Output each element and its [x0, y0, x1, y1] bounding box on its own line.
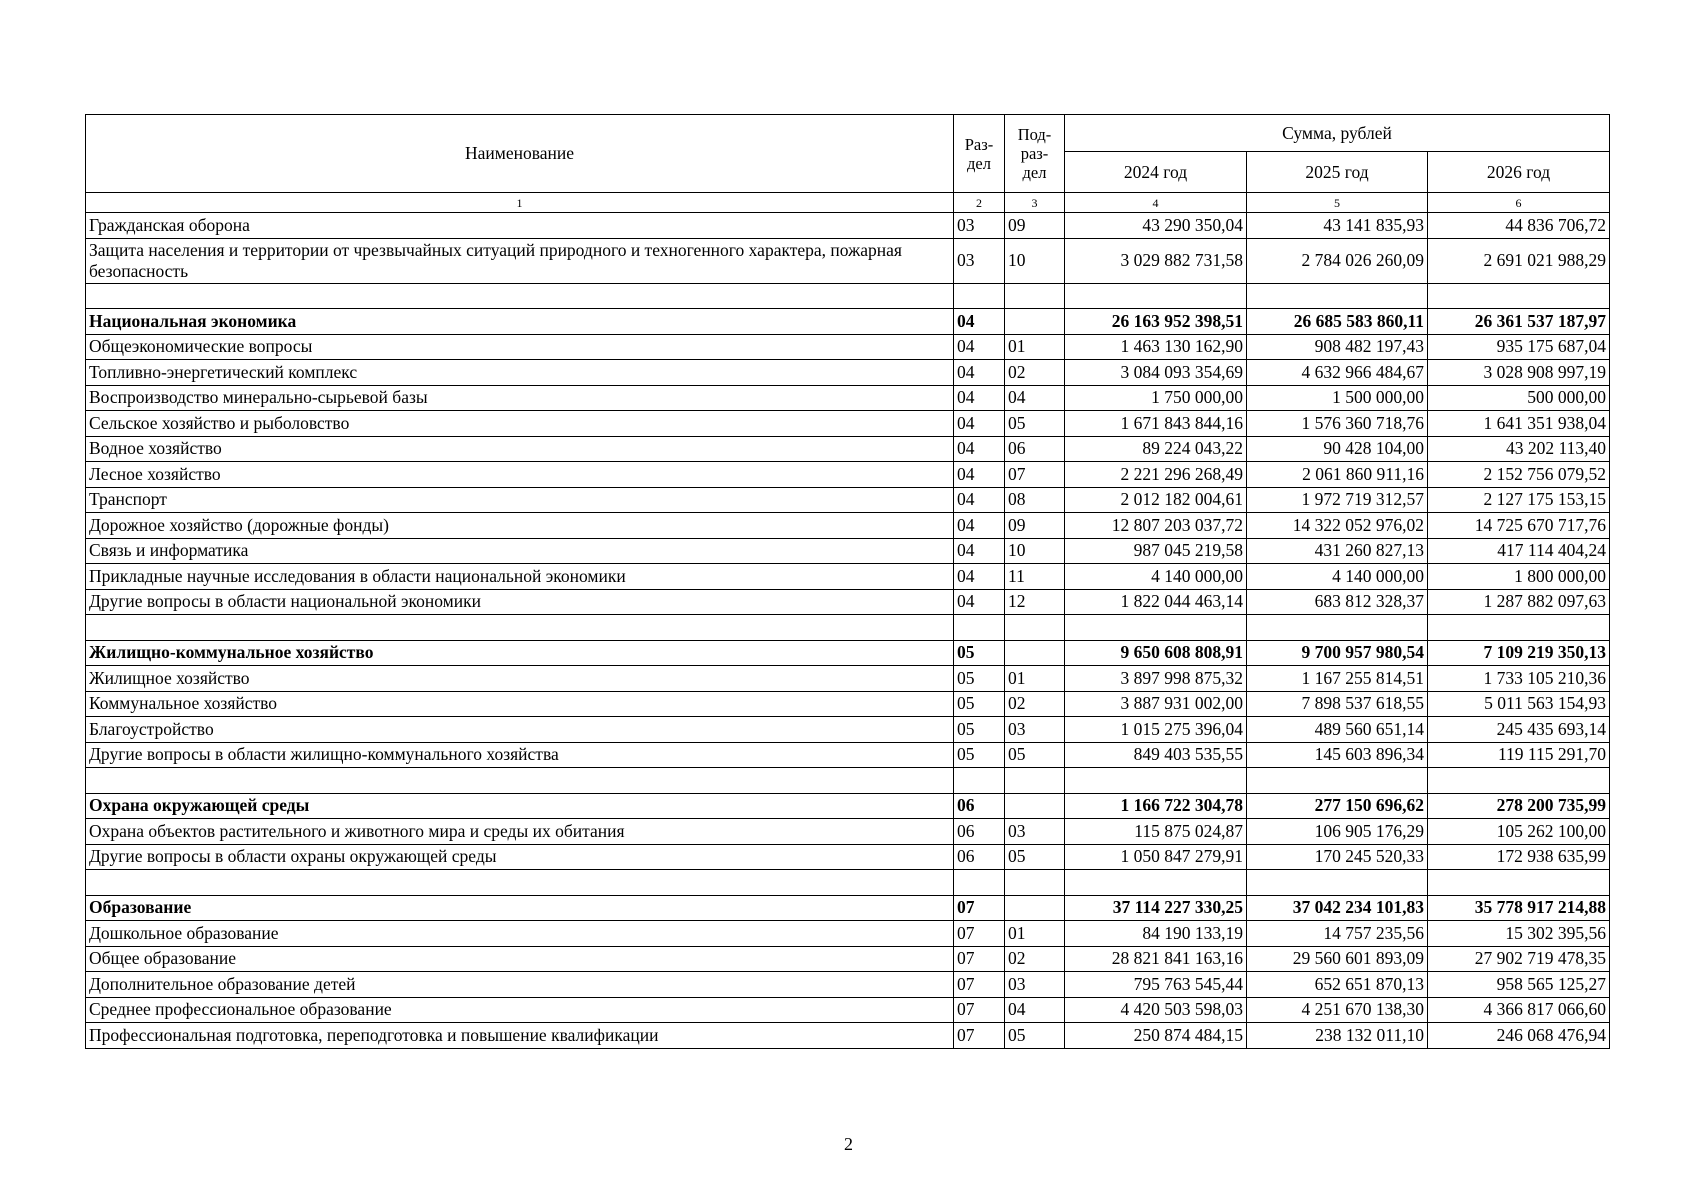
row-podrazdel: 02 — [1005, 691, 1065, 717]
empty-cell — [1005, 283, 1065, 309]
table-row — [86, 666, 1610, 692]
row-name: Дорожное хозяйство (дорожные фонды) — [86, 513, 954, 539]
row-name: Охрана объектов растительного и животного мира и среды их обитания — [86, 819, 954, 845]
row-razdel: 05 — [954, 742, 1005, 768]
row-sum-2024: 849 403 535,55 — [1065, 742, 1247, 768]
row-name: Воспроизводство минерально-сырьевой базы — [86, 385, 954, 411]
table-row — [86, 238, 1610, 283]
row-sum-2025: 1 972 719 312,57 — [1247, 487, 1428, 513]
row-name: Охрана окружающей среды — [86, 793, 954, 819]
row-sum-2026: 44 836 706,72 — [1428, 213, 1610, 239]
row-podrazdel: 01 — [1005, 921, 1065, 947]
table-row — [86, 513, 1610, 539]
row-razdel: 04 — [954, 411, 1005, 437]
row-sum-2025: 2 061 860 911,16 — [1247, 462, 1428, 488]
row-razdel: 04 — [954, 436, 1005, 462]
row-sum-2025: 4 251 670 138,30 — [1247, 997, 1428, 1023]
table-row — [86, 564, 1610, 590]
col-number: 3 — [1005, 193, 1065, 213]
row-razdel: 07 — [954, 972, 1005, 998]
row-name: Прикладные научные исследования в области национальной экономики — [86, 564, 954, 590]
empty-cell — [1065, 615, 1247, 641]
table-row — [86, 589, 1610, 615]
row-sum-2026: 5 011 563 154,93 — [1428, 691, 1610, 717]
row-sum-2024: 1 166 722 304,78 — [1065, 793, 1247, 819]
row-podrazdel: 01 — [1005, 666, 1065, 692]
row-razdel: 05 — [954, 666, 1005, 692]
section-total-row — [86, 309, 1610, 335]
row-sum-2024: 1 822 044 463,14 — [1065, 589, 1247, 615]
row-podrazdel: 03 — [1005, 717, 1065, 743]
table-row — [86, 385, 1610, 411]
row-razdel: 03 — [954, 238, 1005, 283]
row-sum-2026: 119 115 291,70 — [1428, 742, 1610, 768]
row-sum-2025: 489 560 651,14 — [1247, 717, 1428, 743]
row-sum-2026: 1 641 351 938,04 — [1428, 411, 1610, 437]
row-name: Профессиональная подготовка, переподготовка и повышение квалификации — [86, 1023, 954, 1049]
row-sum-2025: 106 905 176,29 — [1247, 819, 1428, 845]
section-total-row — [86, 793, 1610, 819]
row-podrazdel: 09 — [1005, 513, 1065, 539]
row-podrazdel: 10 — [1005, 238, 1065, 283]
row-sum-2026: 26 361 537 187,97 — [1428, 309, 1610, 335]
row-sum-2025: 4 632 966 484,67 — [1247, 360, 1428, 386]
empty-cell — [954, 615, 1005, 641]
row-name: Общеэкономические вопросы — [86, 334, 954, 360]
row-name: Общее образование — [86, 946, 954, 972]
section-total-row — [86, 895, 1610, 921]
table-row — [86, 538, 1610, 564]
row-sum-2024: 4 140 000,00 — [1065, 564, 1247, 590]
row-podrazdel: 12 — [1005, 589, 1065, 615]
row-podrazdel: 08 — [1005, 487, 1065, 513]
row-sum-2026: 43 202 113,40 — [1428, 436, 1610, 462]
row-sum-2026: 4 366 817 066,60 — [1428, 997, 1610, 1023]
table-row — [86, 411, 1610, 437]
row-podrazdel — [1005, 640, 1065, 666]
row-podrazdel: 10 — [1005, 538, 1065, 564]
row-name: Дополнительное образование детей — [86, 972, 954, 998]
header-razdel: Раз- дел — [954, 115, 1005, 193]
row-name: Благоустройство — [86, 717, 954, 743]
row-podrazdel: 04 — [1005, 385, 1065, 411]
row-sum-2024: 1 050 847 279,91 — [1065, 844, 1247, 870]
row-podrazdel: 02 — [1005, 946, 1065, 972]
row-sum-2025: 238 132 011,10 — [1247, 1023, 1428, 1049]
row-razdel: 04 — [954, 487, 1005, 513]
empty-cell — [1065, 768, 1247, 794]
row-sum-2025: 43 141 835,93 — [1247, 213, 1428, 239]
row-sum-2024: 1 671 843 844,16 — [1065, 411, 1247, 437]
row-sum-2024: 250 874 484,15 — [1065, 1023, 1247, 1049]
row-sum-2026: 27 902 719 478,35 — [1428, 946, 1610, 972]
row-name: Связь и информатика — [86, 538, 954, 564]
row-sum-2025: 1 576 360 718,76 — [1247, 411, 1428, 437]
empty-cell — [1065, 283, 1247, 309]
empty-cell — [1428, 615, 1610, 641]
row-sum-2025: 277 150 696,62 — [1247, 793, 1428, 819]
table-row — [86, 436, 1610, 462]
header-podrazdel: Под- раз- дел — [1005, 115, 1065, 193]
table-row — [86, 946, 1610, 972]
row-razdel: 04 — [954, 360, 1005, 386]
row-sum-2026: 417 114 404,24 — [1428, 538, 1610, 564]
row-sum-2026: 3 028 908 997,19 — [1428, 360, 1610, 386]
row-razdel: 04 — [954, 589, 1005, 615]
row-sum-2024: 795 763 545,44 — [1065, 972, 1247, 998]
row-sum-2025: 4 140 000,00 — [1247, 564, 1428, 590]
budget-table — [85, 114, 1610, 1049]
row-razdel: 05 — [954, 691, 1005, 717]
row-podrazdel: 05 — [1005, 411, 1065, 437]
row-podrazdel: 03 — [1005, 972, 1065, 998]
row-sum-2024: 12 807 203 037,72 — [1065, 513, 1247, 539]
table-row — [86, 717, 1610, 743]
spacer-row — [86, 283, 1610, 309]
row-name: Жилищное хозяйство — [86, 666, 954, 692]
row-name: Образование — [86, 895, 954, 921]
header-sum: Сумма, рублей — [1065, 115, 1610, 152]
row-podrazdel: 05 — [1005, 742, 1065, 768]
empty-cell — [1428, 870, 1610, 896]
table-row — [86, 691, 1610, 717]
table-row — [86, 742, 1610, 768]
row-sum-2024: 26 163 952 398,51 — [1065, 309, 1247, 335]
row-podrazdel — [1005, 793, 1065, 819]
row-sum-2024: 1 463 130 162,90 — [1065, 334, 1247, 360]
row-name: Коммунальное хозяйство — [86, 691, 954, 717]
row-sum-2025: 1 167 255 814,51 — [1247, 666, 1428, 692]
row-sum-2024: 3 897 998 875,32 — [1065, 666, 1247, 692]
row-podrazdel: 01 — [1005, 334, 1065, 360]
row-sum-2026: 35 778 917 214,88 — [1428, 895, 1610, 921]
row-sum-2024: 4 420 503 598,03 — [1065, 997, 1247, 1023]
row-sum-2026: 278 200 735,99 — [1428, 793, 1610, 819]
row-razdel: 07 — [954, 921, 1005, 947]
row-sum-2025: 90 428 104,00 — [1247, 436, 1428, 462]
row-sum-2024: 1 750 000,00 — [1065, 385, 1247, 411]
row-podrazdel: 09 — [1005, 213, 1065, 239]
empty-cell — [86, 615, 954, 641]
row-sum-2025: 14 322 052 976,02 — [1247, 513, 1428, 539]
row-sum-2026: 2 691 021 988,29 — [1428, 238, 1610, 283]
row-sum-2024: 28 821 841 163,16 — [1065, 946, 1247, 972]
row-razdel: 04 — [954, 309, 1005, 335]
spacer-row — [86, 615, 1610, 641]
row-razdel: 06 — [954, 793, 1005, 819]
empty-cell — [1428, 283, 1610, 309]
row-razdel: 04 — [954, 513, 1005, 539]
row-podrazdel — [1005, 895, 1065, 921]
table-row — [86, 844, 1610, 870]
row-sum-2025: 683 812 328,37 — [1247, 589, 1428, 615]
row-name: Другие вопросы в области национальной экономики — [86, 589, 954, 615]
row-sum-2025: 29 560 601 893,09 — [1247, 946, 1428, 972]
header-year-2025: 2025 год — [1247, 152, 1428, 193]
row-sum-2024: 37 114 227 330,25 — [1065, 895, 1247, 921]
row-sum-2026: 1 733 105 210,36 — [1428, 666, 1610, 692]
empty-cell — [1005, 768, 1065, 794]
row-sum-2024: 3 887 931 002,00 — [1065, 691, 1247, 717]
row-sum-2024: 84 190 133,19 — [1065, 921, 1247, 947]
row-sum-2024: 2 221 296 268,49 — [1065, 462, 1247, 488]
table-row — [86, 921, 1610, 947]
row-sum-2026: 246 068 476,94 — [1428, 1023, 1610, 1049]
spacer-row — [86, 870, 1610, 896]
header-name: Наименование — [86, 115, 954, 193]
row-name: Жилищно-коммунальное хозяйство — [86, 640, 954, 666]
row-sum-2025: 26 685 583 860,11 — [1247, 309, 1428, 335]
row-podrazdel — [1005, 309, 1065, 335]
row-podrazdel: 02 — [1005, 360, 1065, 386]
page-number: 2 — [844, 1134, 853, 1154]
row-sum-2026: 7 109 219 350,13 — [1428, 640, 1610, 666]
row-name: Сельское хозяйство и рыболовство — [86, 411, 954, 437]
row-name: Дошкольное образование — [86, 921, 954, 947]
row-sum-2026: 105 262 100,00 — [1428, 819, 1610, 845]
row-sum-2025: 7 898 537 618,55 — [1247, 691, 1428, 717]
table-header — [86, 115, 1610, 213]
row-name: Транспорт — [86, 487, 954, 513]
row-name: Гражданская оборона — [86, 213, 954, 239]
row-sum-2024: 115 875 024,87 — [1065, 819, 1247, 845]
row-razdel: 07 — [954, 1023, 1005, 1049]
empty-cell — [86, 283, 954, 309]
row-name: Другие вопросы в области охраны окружающей среды — [86, 844, 954, 870]
empty-cell — [1005, 870, 1065, 896]
row-name: Другие вопросы в области жилищно-коммунального хозяйства — [86, 742, 954, 768]
row-razdel: 06 — [954, 844, 1005, 870]
table-row — [86, 360, 1610, 386]
empty-cell — [1428, 768, 1610, 794]
empty-cell — [86, 768, 954, 794]
table-row — [86, 997, 1610, 1023]
empty-cell — [86, 870, 954, 896]
row-sum-2025: 908 482 197,43 — [1247, 334, 1428, 360]
row-podrazdel: 04 — [1005, 997, 1065, 1023]
row-sum-2025: 170 245 520,33 — [1247, 844, 1428, 870]
row-razdel: 05 — [954, 640, 1005, 666]
empty-cell — [1247, 283, 1428, 309]
row-sum-2026: 935 175 687,04 — [1428, 334, 1610, 360]
row-name: Водное хозяйство — [86, 436, 954, 462]
empty-cell — [1247, 615, 1428, 641]
row-sum-2025: 431 260 827,13 — [1247, 538, 1428, 564]
table-body — [86, 213, 1610, 1049]
row-razdel: 04 — [954, 462, 1005, 488]
row-podrazdel: 03 — [1005, 819, 1065, 845]
empty-cell — [1065, 870, 1247, 896]
row-sum-2026: 2 127 175 153,15 — [1428, 487, 1610, 513]
row-name: Среднее профессиональное образование — [86, 997, 954, 1023]
row-sum-2026: 245 435 693,14 — [1428, 717, 1610, 743]
row-sum-2025: 14 757 235,56 — [1247, 921, 1428, 947]
row-sum-2025: 9 700 957 980,54 — [1247, 640, 1428, 666]
empty-cell — [1247, 768, 1428, 794]
row-razdel: 06 — [954, 819, 1005, 845]
row-sum-2026: 15 302 395,56 — [1428, 921, 1610, 947]
row-sum-2025: 145 603 896,34 — [1247, 742, 1428, 768]
table-row — [86, 213, 1610, 239]
row-name: Национальная экономика — [86, 309, 954, 335]
table-row — [86, 334, 1610, 360]
row-sum-2024: 3 084 093 354,69 — [1065, 360, 1247, 386]
col-number: 2 — [954, 193, 1005, 213]
table-row — [86, 972, 1610, 998]
row-sum-2026: 2 152 756 079,52 — [1428, 462, 1610, 488]
row-razdel: 07 — [954, 895, 1005, 921]
row-sum-2024: 1 015 275 396,04 — [1065, 717, 1247, 743]
row-sum-2024: 2 012 182 004,61 — [1065, 487, 1247, 513]
empty-cell — [1247, 870, 1428, 896]
row-name: Лесное хозяйство — [86, 462, 954, 488]
row-sum-2025: 652 651 870,13 — [1247, 972, 1428, 998]
row-sum-2025: 1 500 000,00 — [1247, 385, 1428, 411]
row-razdel: 07 — [954, 997, 1005, 1023]
row-podrazdel: 11 — [1005, 564, 1065, 590]
row-podrazdel: 05 — [1005, 1023, 1065, 1049]
empty-cell — [1005, 615, 1065, 641]
row-sum-2026: 1 800 000,00 — [1428, 564, 1610, 590]
col-number: 4 — [1065, 193, 1247, 213]
row-razdel: 03 — [954, 213, 1005, 239]
section-total-row — [86, 640, 1610, 666]
row-sum-2024: 9 650 608 808,91 — [1065, 640, 1247, 666]
row-sum-2024: 3 029 882 731,58 — [1065, 238, 1247, 283]
col-number: 1 — [86, 193, 954, 213]
row-sum-2024: 987 045 219,58 — [1065, 538, 1247, 564]
row-razdel: 04 — [954, 564, 1005, 590]
row-razdel: 04 — [954, 385, 1005, 411]
row-podrazdel: 07 — [1005, 462, 1065, 488]
row-sum-2026: 172 938 635,99 — [1428, 844, 1610, 870]
row-name: Защита населения и территории от чрезвычайных ситуаций природного и техногенного характера, пожарная безопасность — [86, 238, 954, 283]
row-sum-2024: 89 224 043,22 — [1065, 436, 1247, 462]
table-row — [86, 1023, 1610, 1049]
row-sum-2025: 37 042 234 101,83 — [1247, 895, 1428, 921]
col-number: 5 — [1247, 193, 1428, 213]
header-year-2024: 2024 год — [1065, 152, 1247, 193]
row-sum-2026: 500 000,00 — [1428, 385, 1610, 411]
row-podrazdel: 05 — [1005, 844, 1065, 870]
col-number: 6 — [1428, 193, 1610, 213]
row-name: Топливно-энергетический комплекс — [86, 360, 954, 386]
row-sum-2026: 958 565 125,27 — [1428, 972, 1610, 998]
row-razdel: 04 — [954, 538, 1005, 564]
row-sum-2024: 43 290 350,04 — [1065, 213, 1247, 239]
table-row — [86, 819, 1610, 845]
row-sum-2026: 14 725 670 717,76 — [1428, 513, 1610, 539]
row-razdel: 04 — [954, 334, 1005, 360]
table-row — [86, 487, 1610, 513]
row-sum-2025: 2 784 026 260,09 — [1247, 238, 1428, 283]
table-row — [86, 462, 1610, 488]
row-razdel: 07 — [954, 946, 1005, 972]
empty-cell — [954, 870, 1005, 896]
row-razdel: 05 — [954, 717, 1005, 743]
empty-cell — [954, 768, 1005, 794]
row-podrazdel: 06 — [1005, 436, 1065, 462]
spacer-row — [86, 768, 1610, 794]
header-year-2026: 2026 год — [1428, 152, 1610, 193]
empty-cell — [954, 283, 1005, 309]
row-sum-2026: 1 287 882 097,63 — [1428, 589, 1610, 615]
